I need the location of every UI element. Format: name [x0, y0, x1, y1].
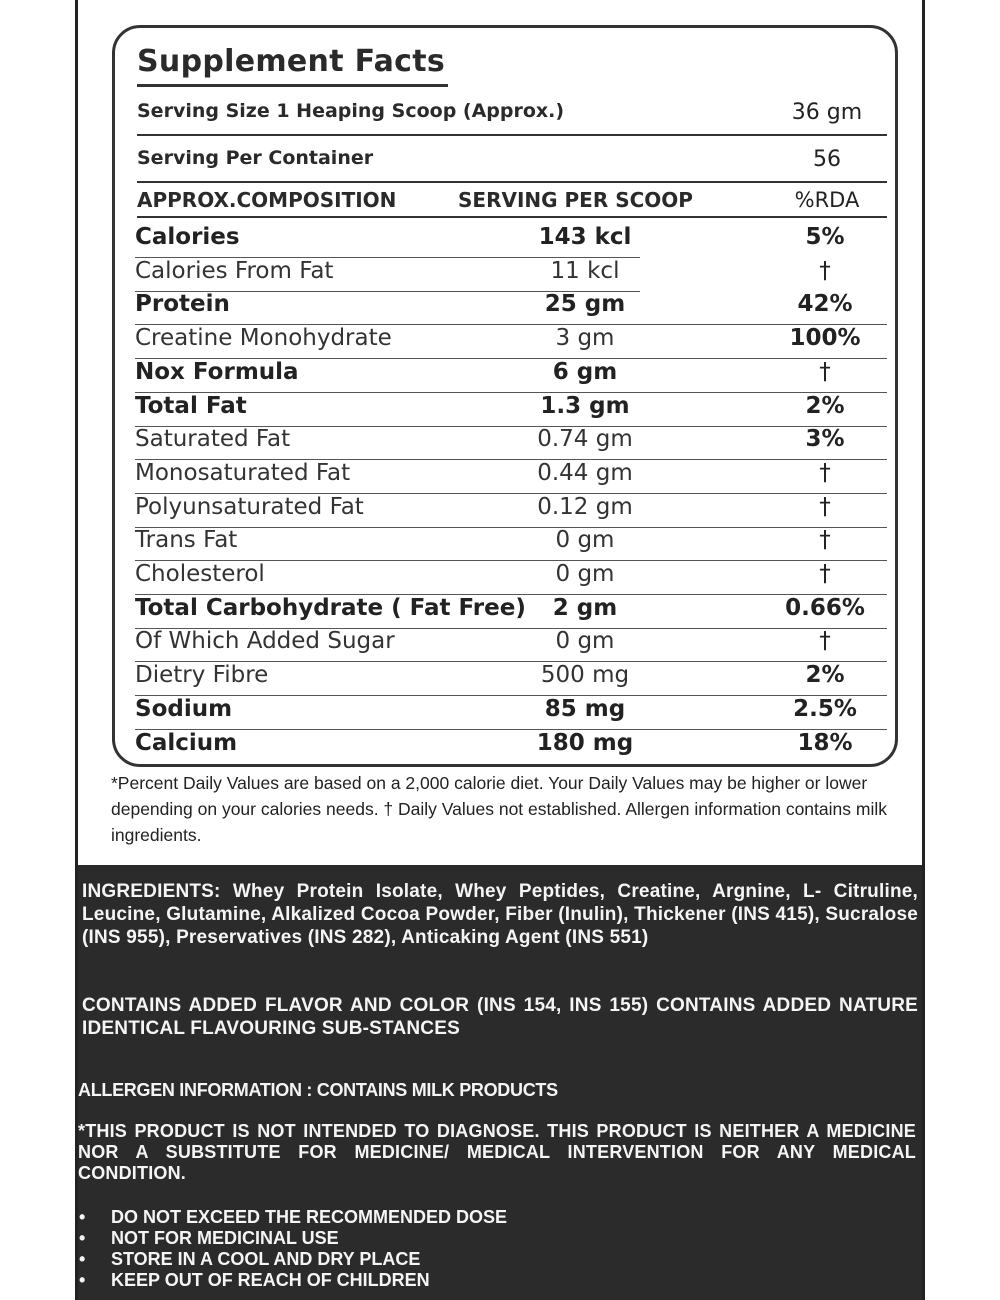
nutrient-rda: 2% — [805, 662, 845, 689]
column-header-row — [137, 188, 887, 228]
nutrient-name: Protein — [135, 291, 230, 318]
nutrient-name: Saturated Fat — [135, 426, 291, 453]
nutrient-amount: 0 gm — [555, 561, 615, 587]
nutrient-row — [135, 527, 887, 561]
nutrient-rda: † — [819, 459, 831, 486]
nutrient-name: Cholesterol — [135, 561, 265, 587]
nutrient-amount: 85 mg — [544, 695, 626, 722]
nutrient-row — [135, 561, 887, 595]
warning-item — [78, 1228, 918, 1249]
nutrient-rda: 0.66% — [785, 594, 865, 621]
bullet-icon: • — [79, 1249, 86, 1269]
nutrient-name: Calcium — [135, 729, 238, 756]
nutrient-rda: † — [819, 257, 831, 284]
nutrient-name: Nox Formula — [135, 358, 299, 385]
divider — [137, 216, 887, 218]
nutrient-amount: 0 gm — [555, 527, 615, 554]
divider — [137, 181, 887, 183]
nutrient-name: Monosaturated Fat — [135, 459, 351, 486]
nutrient-row — [135, 595, 887, 629]
nutrient-row — [135, 494, 887, 528]
nutrient-row — [135, 291, 887, 325]
warning-text: KEEP OUT OF REACH OF CHILDREN — [111, 1270, 430, 1290]
nutrient-name: Total Fat — [135, 392, 247, 419]
nutrient-name: Dietry Fibre — [135, 662, 269, 689]
serving-size-value: 36 gm — [791, 100, 863, 125]
warning-item — [78, 1270, 918, 1291]
nutrient-rda: 2.5% — [793, 695, 857, 722]
flavor-notice: CONTAINS ADDED FLAVOR AND COLOR (INS 154, INS 155) CONTAINS ADDED NATURE IDENTICAL FLAVOURING SUB-STANCES — [82, 995, 918, 1039]
ingredients-panel — [78, 865, 922, 1300]
warnings-list — [78, 1207, 918, 1291]
nutrient-amount: 2 gm — [552, 594, 618, 621]
nutrient-row — [135, 224, 887, 258]
nutrient-row — [135, 426, 887, 460]
nutrient-row — [135, 359, 887, 393]
nutrient-rda: 5% — [805, 224, 845, 250]
nutrient-row — [135, 258, 887, 292]
bullet-icon: • — [79, 1228, 86, 1248]
product-label — [75, 0, 925, 1300]
nutrient-rda: 42% — [797, 291, 853, 318]
nutrient-name: Total Carbohydrate ( Fat Free) — [135, 594, 526, 621]
nutrient-rda: † — [819, 358, 831, 385]
nutrient-row — [135, 393, 887, 427]
column-composition: APPROX.COMPOSITION — [137, 188, 397, 212]
warning-text: NOT FOR MEDICINAL USE — [111, 1228, 339, 1248]
column-rda: %RDA — [794, 188, 860, 212]
nutrient-amount: 0.44 gm — [537, 459, 633, 486]
nutrient-rda: † — [819, 561, 831, 587]
nutrient-amount: 500 mg — [540, 662, 630, 689]
nutrient-name: Creatine Monohydrate — [135, 325, 392, 352]
supplement-facts-panel — [112, 25, 898, 767]
warning-item — [78, 1249, 918, 1270]
nutrient-amount: 1.3 gm — [540, 392, 630, 419]
daily-values-footnote: *Percent Daily Values are based on a 2,000 calorie diet. Your Daily Values may be higher or lower depending on your calories needs. † Daily Values not established. Allergen information contains milk ingredients. — [111, 773, 887, 845]
nutrient-rda: 2% — [805, 392, 845, 419]
allergen-info: ALLERGEN INFORMATION : CONTAINS MILK PRODUCTS — [78, 1080, 558, 1100]
nutrient-amount: 6 gm — [552, 358, 618, 385]
nutrient-row — [135, 460, 887, 494]
nutrient-rda: 18% — [797, 729, 853, 756]
nutrient-rda: † — [819, 493, 831, 520]
nutrient-rda: † — [819, 527, 831, 554]
servings-label: Serving Per Container — [137, 147, 374, 169]
ingredients-text: INGREDIENTS: Whey Protein Isolate, Whey Peptides, Creatine, Argnine, L- Citruline, Leucine, Glutamine, Alkalized Cocoa Powder, Fiber (Inulin), Thickener (INS 415), Sucralose (INS 955), Preservatives (INS 282), Anticaking Agent (INS 551) — [82, 881, 918, 948]
nutrient-name: Polyunsaturated Fat — [135, 493, 364, 520]
title-underline — [137, 84, 448, 87]
nutrient-name: Sodium — [135, 695, 233, 722]
nutrient-row — [135, 325, 887, 359]
warning-text: DO NOT EXCEED THE RECOMMENDED DOSE — [111, 1207, 508, 1227]
serving-size-label: Serving Size 1 Heaping Scoop (Approx.) — [137, 100, 565, 122]
nutrient-amount: 0.12 gm — [537, 493, 633, 520]
nutrient-amount: 143 kcl — [538, 224, 632, 250]
nutrient-amount: 0.74 gm — [537, 426, 633, 453]
nutrient-amount: 25 gm — [544, 291, 626, 318]
nutrient-name: Of Which Added Sugar — [135, 628, 395, 655]
nutrient-amount: 3 gm — [555, 325, 615, 352]
nutrient-row — [135, 696, 887, 730]
nutrient-row — [135, 730, 887, 764]
nutrient-rda: † — [819, 628, 831, 655]
warning-text: STORE IN A COOL AND DRY PLACE — [111, 1249, 421, 1269]
nutrient-name: Calories — [135, 224, 240, 250]
bullet-icon: • — [79, 1270, 86, 1290]
nutrient-row — [135, 662, 887, 696]
column-serving: SERVING PER SCOOP — [458, 188, 693, 212]
divider — [137, 134, 887, 136]
nutrient-name: Calories From Fat — [135, 257, 334, 284]
servings-value: 56 — [813, 147, 841, 172]
warning-item — [78, 1207, 918, 1228]
disclaimer-text: *THIS PRODUCT IS NOT INTENDED TO DIAGNOSE. THIS PRODUCT IS NEITHER A MEDICINE NOR A SUBSTITUTE FOR MEDICINE/ MEDICAL INTERVENTION FOR ANY MEDICAL CONDITION. — [78, 1121, 916, 1183]
bullet-icon: • — [79, 1207, 86, 1227]
nutrient-amount: 11 kcl — [550, 257, 620, 284]
nutrient-rda: 3% — [805, 426, 845, 453]
nutrient-name: Trans Fat — [135, 527, 238, 554]
nutrient-rda: 100% — [789, 325, 861, 352]
nutrient-amount: 180 mg — [536, 729, 634, 756]
supplement-facts-title: Supplement Facts — [137, 44, 446, 79]
nutrient-amount: 0 gm — [555, 628, 615, 655]
nutrient-row — [135, 628, 887, 662]
